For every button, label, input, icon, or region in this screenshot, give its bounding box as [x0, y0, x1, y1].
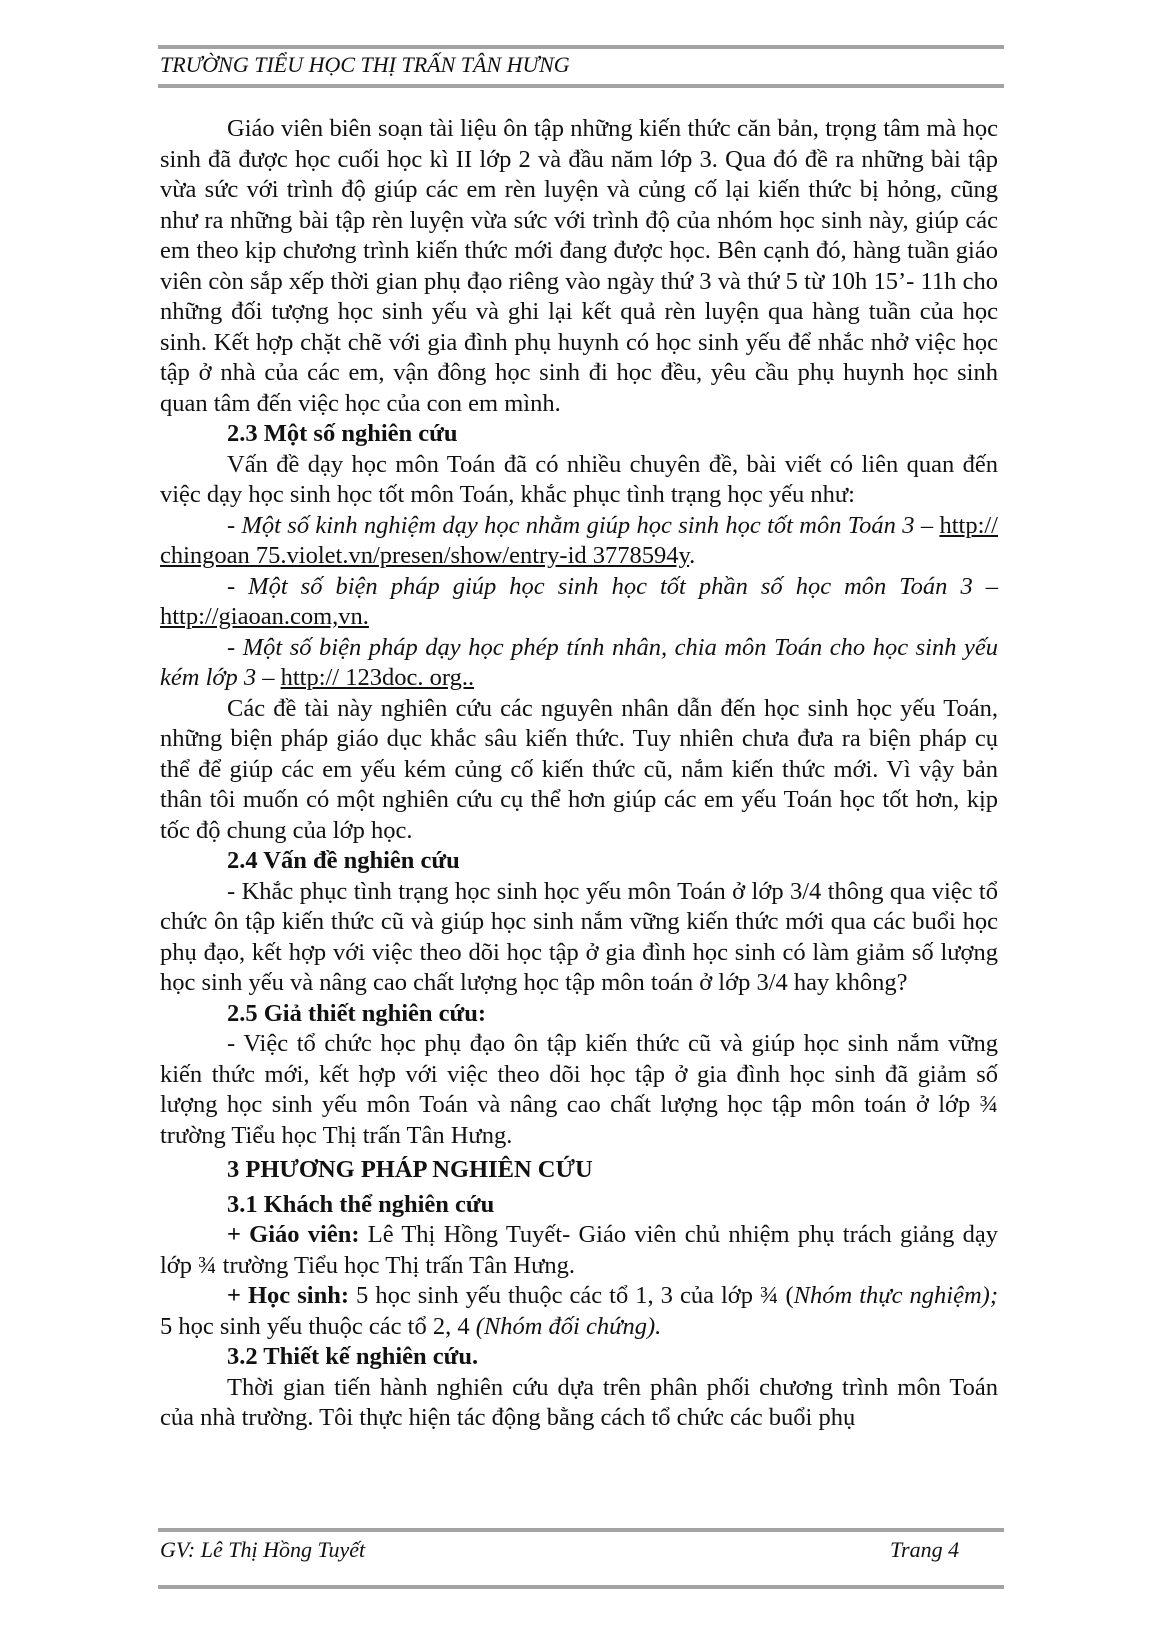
section-3-heading: 3 PHƯƠNG PHÁP NGHIÊN CỨU: [227, 1156, 593, 1183]
reference-title: - Một số kinh nghiệm dạy học nhằm giúp học sinh học tốt môn Toán 3 –: [227, 511, 934, 539]
intro-paragraph: Giáo viên biên soạn tài liệu ôn tập những kiến thức căn bản, trọng tâm mà học sinh đã được học cuối học kì II lớp 2 và đầu năm lớp 3. Qua đó đề ra những bài tập vừa sức với trình độ giúp các em rèn luyện và củng cố lại kiến thức bị hỏng, cũng như ra những bài tập rèn luyện vừa sức với trình độ của nhóm học sinh này, giúp các em theo kịp chương trình kiến thức mới đang được học. Bên cạnh đó, hàng tuần giáo viên còn sắp xếp thời gian phụ đạo riêng vào ngày thứ 3 và thứ 5 từ 10h 15’- 11h cho những đối tượng học sinh yếu và ghi lại kết quả rèn luyện qua hàng tuần của học sinh. Kết hợp chặt chẽ với gia đình phụ huynh có học sinh yếu để nhắc nhở việc học tập ở nhà của các em, vận đông học sinh đi học đều, yêu cầu phụ huynh học sinh quan tâm đến việc học của con em mình.: [160, 115, 998, 417]
header-school-name: TRƯỜNG TIỂU HỌC THỊ TRẤN TÂN HƯNG: [160, 52, 570, 77]
reference-item: [160, 511, 998, 572]
student-group-control: (Nhóm đối chứng).: [475, 1312, 662, 1340]
section-2-5-text: - Việc tổ chức học phụ đạo ôn tập kiến thức cũ và giúp học sinh nắm vững kiến thức mới, kết hợp với việc theo dõi học tập ở gia đình học sinh đã giảm số lượng học sinh yếu môn Toán và nâng cao chất lượng học tập môn toán ở lớp ¾ trường Tiểu học Thị trấn Tân Hưng.: [160, 1030, 998, 1149]
document-body: [160, 114, 998, 1434]
student-text-1: 5 học sinh yếu thuộc các tổ 1, 3 của lớp ¾ (: [348, 1282, 794, 1309]
section-3-2-text: Thời gian tiến hành nghiên cứu dựa trên phân phối chương trình môn Toán của nhà trường. Tôi thực hiện tác động bằng cách tổ chức các buổi phụ: [160, 1373, 998, 1431]
section-2-4-heading: 2.4 Vấn đề nghiên cứu: [227, 847, 460, 874]
header-rule-top: [158, 45, 1004, 49]
reference-suffix: .: [689, 542, 696, 569]
reference-title: - Một số biện pháp dạy học phép tính nhân, chia môn Toán cho học sinh yếu kém lớp 3 –: [160, 633, 998, 691]
reference-link[interactable]: http:// chingoan 75.violet.vn/presen/show/entry-id 3778594y: [160, 511, 998, 569]
section-3-2-heading: 3.2 Thiết kế nghiên cứu.: [227, 1343, 479, 1370]
section-3-1-heading: 3.1 Khách thể nghiên cứu: [227, 1190, 495, 1218]
reference-link[interactable]: http:// 123doc. org..: [280, 664, 475, 691]
section-2-5-heading: 2.5 Giả thiết nghiên cứu:: [227, 999, 487, 1027]
section-2-3-conclusion: Các đề tài này nghiên cứu các nguyên nhân dẫn đến học sinh học yếu Toán, những biện pháp giáo dục khắc sâu kiến thức. Tuy nhiên chưa đưa ra biện pháp cụ thể để giúp các em yếu kém củng cố kiến thức cũ, nắm kiến thức mới. Vì vậy bản thân tôi muốn có một nghiên cứu cụ thể hơn giúp các em yếu Toán học tốt hơn, kịp tốc độ chung của lớp học.: [160, 694, 998, 844]
teacher-text: Lê Thị Hồng Tuyết- Giáo viên chủ nhiệm phụ trách giảng dạy lớp ¾ trường Tiểu học Thị trấn Tân Hưng.: [160, 1221, 998, 1279]
student-group-experimental: Nhóm thực nghiệm);: [793, 1282, 998, 1309]
reference-item: [160, 572, 998, 633]
reference-title: - Một số biện pháp giúp học sinh học tốt phần số học môn Toán 3 –: [227, 572, 998, 600]
teacher-paragraph: [160, 1220, 998, 1281]
student-text-2: 5 học sinh yếu thuộc các tổ 2, 4: [160, 1312, 476, 1340]
footer-rule-top: [158, 1528, 1004, 1532]
reference-item: [160, 633, 998, 694]
student-paragraph: [160, 1281, 998, 1342]
student-label: + Học sinh:: [227, 1282, 349, 1309]
header-rule-bottom: [158, 84, 1004, 88]
teacher-label: + Giáo viên:: [227, 1221, 360, 1248]
footer-page-number: Trang 4: [890, 1537, 960, 1562]
section-2-3-heading: 2.3 Một số nghiên cứu: [227, 420, 458, 447]
footer-rule-bottom: [158, 1585, 1004, 1589]
reference-link[interactable]: http://giaoan.com,vn.: [160, 603, 369, 630]
footer-author: GV: Lê Thị Hồng Tuyết: [160, 1537, 366, 1562]
section-2-4-text: - Khắc phục tình trạng học sinh học yếu môn Toán ở lớp 3/4 thông qua việc tổ chức ôn tập kiến thức cũ và giúp học sinh nắm vững kiến thức mới qua các buổi học phụ đạo, kết hợp với việc theo dõi học tập ở gia đình học sinh có làm giảm số lượng học sinh yếu và nâng cao chất lượng học tập môn toán ở lớp 3/4 hay không?: [160, 877, 998, 996]
section-2-3-intro: Vấn đề dạy học môn Toán đã có nhiều chuyên đề, bài viết có liên quan đến việc dạy học sinh học tốt môn Toán, khắc phục tình trạng học yếu như:: [160, 450, 998, 508]
